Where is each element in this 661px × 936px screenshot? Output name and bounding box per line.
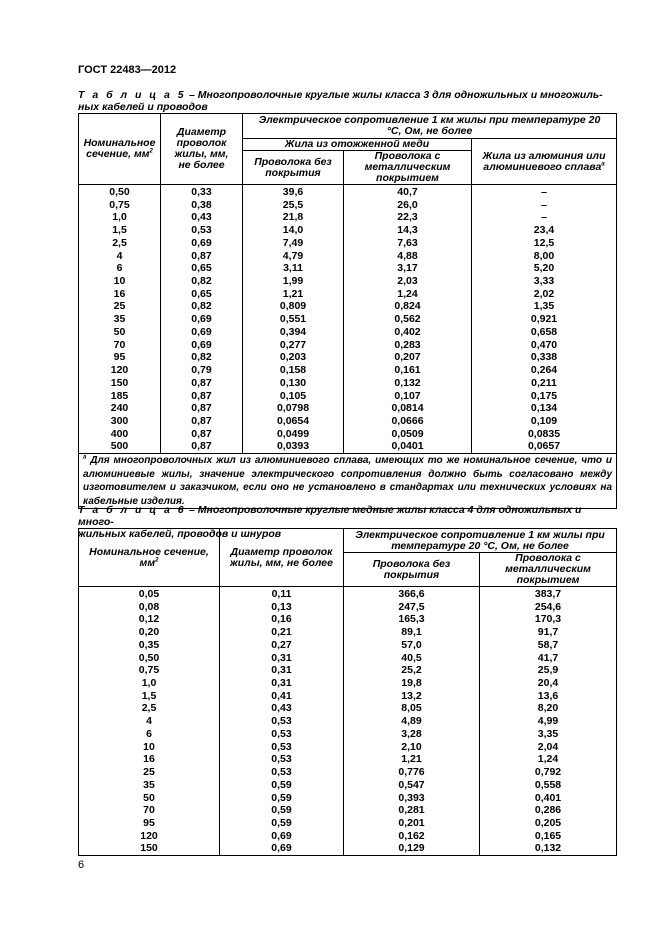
t6-cell: 89,1 [344,626,480,639]
t5-head-uncoated: Проволока без покрытия [243,151,344,185]
t6-head-resistance: Электрическое сопротивление 1 км жилы при температуре 20 °C, Ом, не более [344,529,617,553]
t6-row [79,677,617,690]
t5-row [79,428,617,441]
t5-row [79,377,617,390]
t6-cell: 40,5 [344,652,480,665]
t5-cell: 0,0657 [472,440,617,453]
t6-cell: 1,0 [79,677,220,690]
t5-cell: 0,87 [161,377,243,390]
t5-cell: 0,207 [344,351,472,364]
t5-cell: 0,0814 [344,402,472,415]
t5-row [79,224,617,237]
t5-cell: 0,0654 [243,415,344,428]
t5-cell: 0,921 [472,313,617,326]
t6-cell: 2,04 [480,741,617,754]
t5-cell: 0,69 [161,237,243,250]
t5-cell: 25,5 [243,199,344,212]
t5-cell: 0,283 [344,339,472,352]
t6-cell: 0,35 [79,639,220,652]
t5-cell: 4 [79,250,161,263]
t5-cell: 0,551 [243,313,344,326]
t5-cell: 1,0 [79,211,161,224]
t6-cell: 0,558 [480,779,617,792]
t6-cell: 0,75 [79,664,220,677]
t6-cell: 13,6 [480,690,617,703]
t6-cell: 3,28 [344,728,480,741]
t6-cell: 0,53 [220,753,344,766]
table6-label: Т а б л и ц а 6 [78,504,187,516]
t5-cell: 0,82 [161,300,243,313]
t6-cell: 150 [79,842,220,855]
table5-title-line2: ных кабелей и проводов [78,101,208,113]
t5-row [79,185,617,199]
t5-cell: 300 [79,415,161,428]
t6-cell: 50 [79,792,220,805]
t6-row [79,830,617,843]
t5-row [79,351,617,364]
t5-cell: 0,107 [344,390,472,403]
t5-head-aluminum: Жила из алюминия или алюминиевого сплава$^а$ [472,139,617,185]
t5-cell: 0,50 [79,185,161,199]
t6-cell: 0,69 [220,830,344,843]
t5-cell: 0,134 [472,402,617,415]
t6-cell: 8,05 [344,702,480,715]
t5-cell: 16 [79,288,161,301]
t5-row [79,288,617,301]
t5-row [79,402,617,415]
t6-cell: 0,129 [344,842,480,855]
t5-cell: 0,0666 [344,415,472,428]
t5-head-nominal: Номинальное сечение, $мм^2$ [79,114,161,185]
t5-cell: 1,24 [344,288,472,301]
t6-cell: 0,05 [79,587,220,601]
t5-cell: 39,6 [243,185,344,199]
t6-cell: 0,59 [220,817,344,830]
t5-cell: 0,809 [243,300,344,313]
t6-cell: 0,53 [220,766,344,779]
t5-cell: 150 [79,377,161,390]
t5-cell: 0,402 [344,326,472,339]
t5-cell: 240 [79,402,161,415]
t6-cell: 58,7 [480,639,617,652]
t6-cell: 4,99 [480,715,617,728]
t6-row [79,728,617,741]
t5-row [79,262,617,275]
t5-cell: – [472,185,617,199]
t5-cell: 5,20 [472,262,617,275]
t6-cell: 2,10 [344,741,480,754]
t5-cell: – [472,211,617,224]
t6-cell: 0,393 [344,792,480,805]
t6-row [79,626,617,639]
t5-footnote-mark: а [83,454,87,461]
t5-cell: 0,53 [161,224,243,237]
t5-cell: 0,38 [161,199,243,212]
t6-cell: 0,53 [220,741,344,754]
t5-cell: 8,00 [472,250,617,263]
t6-cell: 366,6 [344,587,480,601]
t6-row [79,766,617,779]
t5-cell: 23,4 [472,224,617,237]
t6-cell: 383,7 [480,587,617,601]
t6-cell: 0,11 [220,587,344,601]
t5-footnote [79,454,617,509]
t5-cell: 1,99 [243,275,344,288]
t5-row [79,390,617,403]
table6 [78,528,617,856]
t5-cell: 0,33 [161,185,243,199]
t5-cell: 0,79 [161,364,243,377]
table5-title-line1: – Многопроволочные круглые жилы класса 3 для одножильных и многожиль- [186,89,603,101]
t5-row [79,275,617,288]
t6-row [79,587,617,601]
t5-cell: 0,75 [79,199,161,212]
table5-label: Т а б л и ц а 5 [78,89,187,101]
t6-cell: 0,59 [220,804,344,817]
t6-cell: 0,201 [344,817,480,830]
t5-cell: 0,277 [243,339,344,352]
t5-cell: 14,0 [243,224,344,237]
t5-cell: 0,69 [161,339,243,352]
table5-caption [78,89,618,113]
t6-cell: 25 [79,766,220,779]
t5-cell: 0,0401 [344,440,472,453]
t6-cell: 170,3 [480,613,617,626]
t5-cell: 0,211 [472,377,617,390]
t5-cell: 21,8 [243,211,344,224]
standard-header: ГОСТ 22483—2012 [78,64,177,76]
t6-cell: 0,162 [344,830,480,843]
t5-cell: 0,161 [344,364,472,377]
t6-row [79,842,617,855]
t6-cell: 0,53 [220,715,344,728]
t6-cell: 0,69 [220,842,344,855]
t5-head-diameter: Диаметр проволок жилы, мм, не более [161,114,243,185]
t6-cell: 0,50 [79,652,220,665]
t5-cell: 0,87 [161,390,243,403]
t6-cell: 2,5 [79,702,220,715]
t6-row [79,715,617,728]
t6-cell: 0,12 [79,613,220,626]
t6-cell: 0,31 [220,652,344,665]
t6-cell: 25,2 [344,664,480,677]
t5-cell: 0,87 [161,415,243,428]
t6-cell: 70 [79,804,220,817]
t5-cell: 35 [79,313,161,326]
t5-cell: 2,03 [344,275,472,288]
t6-cell: 0,165 [480,830,617,843]
t5-cell: 400 [79,428,161,441]
t6-row [79,792,617,805]
t5-cell: 0,82 [161,275,243,288]
t5-head-resistance: Электрическое сопротивление 1 км жилы при температуре 20 °C, Ом, не более [243,114,617,139]
t5-head-annealed-copper: Жила из отожженной меди [243,139,472,151]
t6-cell: 6 [79,728,220,741]
t6-head-uncoated: Проволока без покрытия [344,553,480,587]
t5-cell: 3,17 [344,262,472,275]
t5-cell: 10 [79,275,161,288]
t5-cell: 0,82 [161,351,243,364]
t5-cell: 6 [79,262,161,275]
t6-cell: 0,41 [220,690,344,703]
t5-row [79,364,617,377]
t5-row [79,339,617,352]
t5-cell: 4,88 [344,250,472,263]
t6-cell: 0,27 [220,639,344,652]
t6-cell: 57,0 [344,639,480,652]
t5-row [79,199,617,212]
t6-cell: 0,205 [480,817,617,830]
t6-cell: 254,6 [480,601,617,614]
t6-cell: 91,7 [480,626,617,639]
t5-cell: 2,5 [79,237,161,250]
t5-cell: 0,130 [243,377,344,390]
t6-cell: 0,31 [220,677,344,690]
t5-cell: 0,658 [472,326,617,339]
t5-cell: 95 [79,351,161,364]
t5-footnote-text: Для многопроволочных жил из алюминиевого сплава, имеющих то же номинальное сечение, что и алюминиевые жилы, значение электрического сопротивления должно быть согласовано между изготовителем и заказчиком, если оно не установлено в стандартах или технических условиях на кабельные изделия. [83,455,613,507]
t6-head-nominal: Номинальное сечение, $мм^2$ [79,529,220,587]
t5-cell: 0,109 [472,415,617,428]
t5-cell: 40,7 [344,185,472,199]
t6-cell: 4,89 [344,715,480,728]
t5-cell: 1,35 [472,300,617,313]
t5-head-metal-coated: Проволока с металлическим покрытием [344,151,472,185]
t5-cell: 0,132 [344,377,472,390]
t6-cell: 13,2 [344,690,480,703]
t5-cell: 1,5 [79,224,161,237]
t5-cell: 7,63 [344,237,472,250]
t5-cell: 0,562 [344,313,472,326]
t5-cell: 0,203 [243,351,344,364]
t6-row [79,601,617,614]
t6-cell: 0,13 [220,601,344,614]
t5-cell: 0,0393 [243,440,344,453]
t6-cell: 41,7 [480,652,617,665]
page-number: 6 [78,859,85,871]
t6-row [79,753,617,766]
t5-row [79,211,617,224]
t5-cell: 2,02 [472,288,617,301]
t6-row [79,817,617,830]
t6-row [79,652,617,665]
t5-row [79,300,617,313]
t6-cell: 0,59 [220,792,344,805]
t6-row [79,664,617,677]
t5-cell: 0,65 [161,288,243,301]
t6-cell: 95 [79,817,220,830]
table6-title-line2: жильных кабелей, проводов и шнуров [78,528,282,540]
t6-row [79,690,617,703]
t5-cell: 14,3 [344,224,472,237]
t6-row [79,741,617,754]
t6-cell: 8,20 [480,702,617,715]
t6-cell: 4 [79,715,220,728]
t6-row [79,702,617,715]
t5-cell: 1,21 [243,288,344,301]
t6-cell: 0,132 [480,842,617,855]
t6-row [79,613,617,626]
t5-cell: 50 [79,326,161,339]
t6-cell: 0,792 [480,766,617,779]
t5-cell: 0,394 [243,326,344,339]
t5-cell: 0,175 [472,390,617,403]
t5-row [79,250,617,263]
t5-cell: 120 [79,364,161,377]
t6-cell: 0,16 [220,613,344,626]
t5-cell: 0,0835 [472,428,617,441]
t5-cell: 0,0509 [344,428,472,441]
t6-cell: 0,281 [344,804,480,817]
t6-cell: 0,776 [344,766,480,779]
t6-cell: 1,24 [480,753,617,766]
t6-row [79,639,617,652]
t5-row [79,326,617,339]
t6-cell: 10 [79,741,220,754]
t6-body [79,587,617,856]
t6-cell: 1,5 [79,690,220,703]
t6-cell: 247,5 [344,601,480,614]
t5-cell: 0,87 [161,428,243,441]
t6-row [79,779,617,792]
t6-cell: 16 [79,753,220,766]
t5-cell: 0,338 [472,351,617,364]
t6-cell: 165,3 [344,613,480,626]
t5-cell: 0,470 [472,339,617,352]
t5-cell: 0,87 [161,402,243,415]
t6-cell: 0,20 [79,626,220,639]
t6-cell: 19,8 [344,677,480,690]
t5-cell: 0,69 [161,313,243,326]
t6-cell: 1,21 [344,753,480,766]
t5-body [79,185,617,454]
t5-cell: 0,105 [243,390,344,403]
t5-cell: – [472,199,617,212]
t6-cell: 25,9 [480,664,617,677]
t6-cell: 0,53 [220,728,344,741]
t6-cell: 0,59 [220,779,344,792]
t6-cell: 0,21 [220,626,344,639]
t5-cell: 22,3 [344,211,472,224]
t5-row [79,415,617,428]
t6-cell: 0,08 [79,601,220,614]
t6-row [79,804,617,817]
t6-cell: 120 [79,830,220,843]
t6-cell: 0,401 [480,792,617,805]
t5-cell: 3,33 [472,275,617,288]
t6-cell: 35 [79,779,220,792]
t5-cell: 0,43 [161,211,243,224]
t5-cell: 3,11 [243,262,344,275]
table6-title-line1: – Многопроволочные круглые медные жилы класса 4 для одножильных и много- [78,504,582,528]
t5-cell: 185 [79,390,161,403]
t5-cell: 0,264 [472,364,617,377]
t5-cell: 0,158 [243,364,344,377]
t6-cell: 0,43 [220,702,344,715]
t5-row [79,313,617,326]
t5-cell: 500 [79,440,161,453]
table5 [78,113,617,509]
t6-cell: 0,286 [480,804,617,817]
t6-cell: 0,547 [344,779,480,792]
t6-cell: 3,35 [480,728,617,741]
t5-row [79,440,617,453]
t5-cell: 7,49 [243,237,344,250]
t5-cell: 12,5 [472,237,617,250]
t6-head-diameter: Диаметр проволок жилы, мм, не более [220,529,344,587]
t6-cell: 20,4 [480,677,617,690]
t5-cell: 4,79 [243,250,344,263]
t5-cell: 0,87 [161,250,243,263]
t5-cell: 0,0798 [243,402,344,415]
t6-head-metal-coated: Проволока с металлическим покрытием [480,553,617,587]
t5-cell: 0,87 [161,440,243,453]
t5-cell: 70 [79,339,161,352]
t5-cell: 25 [79,300,161,313]
t5-cell: 0,65 [161,262,243,275]
t5-cell: 0,69 [161,326,243,339]
t6-cell: 0,31 [220,664,344,677]
t5-cell: 26,0 [344,199,472,212]
t5-row [79,237,617,250]
t5-cell: 0,824 [344,300,472,313]
t5-cell: 0,0499 [243,428,344,441]
